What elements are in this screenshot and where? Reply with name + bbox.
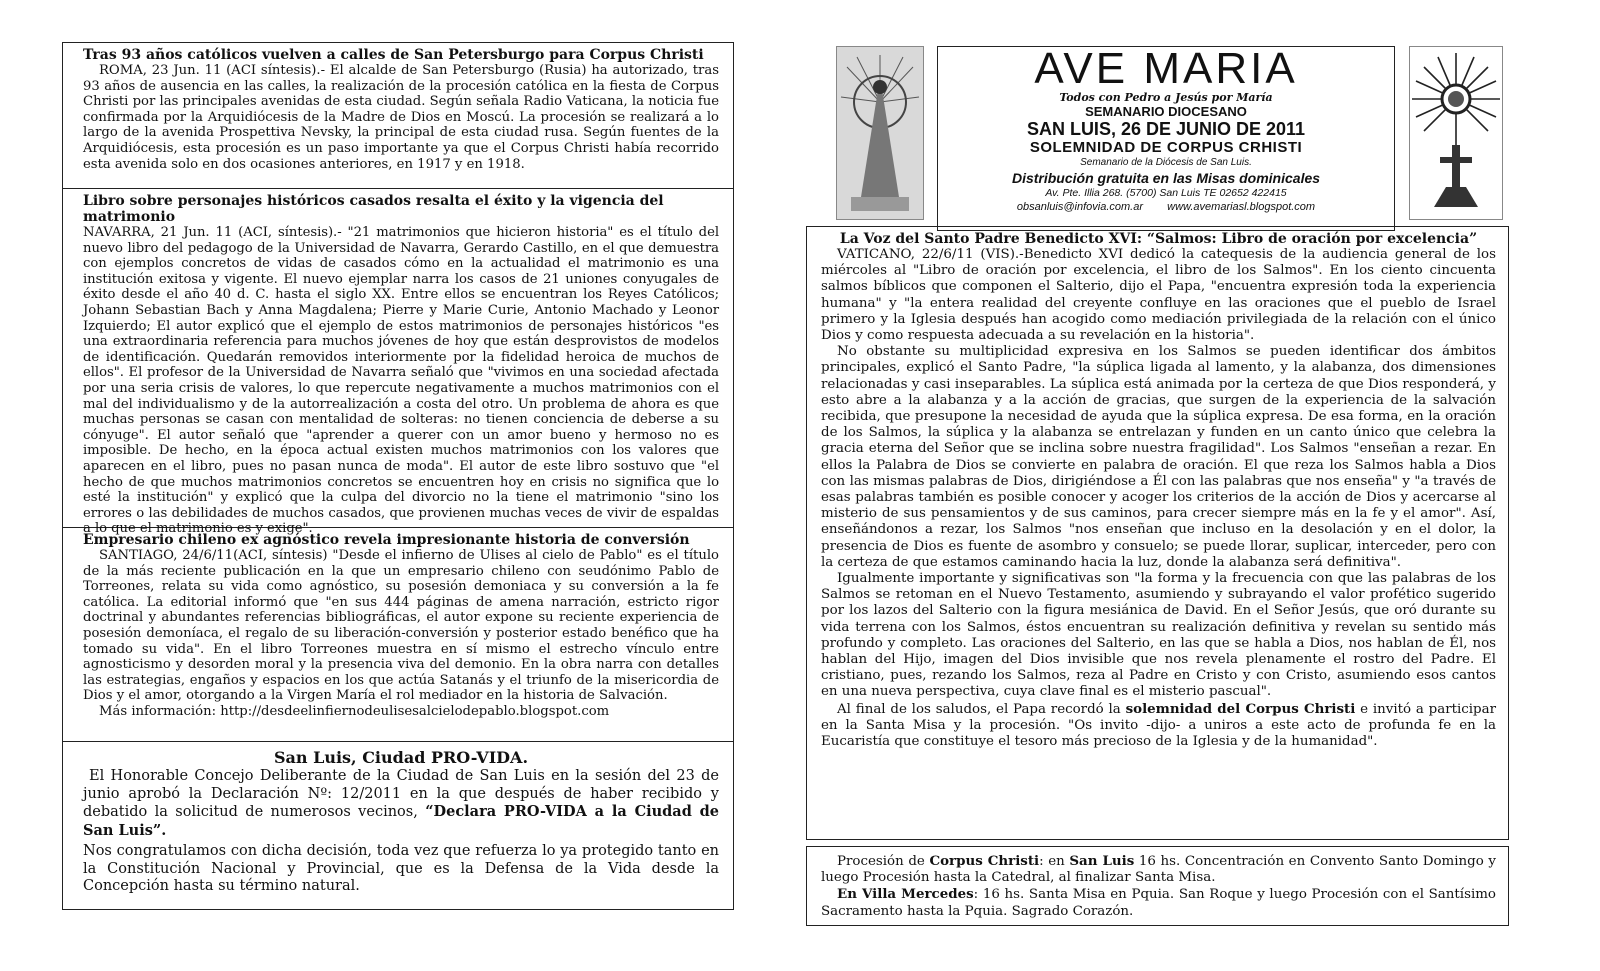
- article-benedicto-xvi: [806, 226, 1509, 840]
- article-paragraph: [821, 701, 1496, 751]
- masthead: [937, 46, 1395, 231]
- diocese-label: Semanario de la Diócesis de San Luis.: [1080, 157, 1252, 168]
- article-matrimonio: [62, 189, 734, 537]
- article-body-text: El Honorable Concejo Deliberante de la Ciudad de San Luis en la sesión del 23 de junio aprobó la Declaración Nº: 12/2011 en la que después de haber recibido y debatido la solicitud de numerosos vecinos,: [83, 768, 719, 820]
- article-body: SANTIAGO, 24/6/11(ACI, síntesis) "Desde el infierno de Ulises al cielo de Pablo" es el título de la más reciente publicación en la que un empresario chileno con seudónimo Pablo de Torreones, relata su vida como agnóstico, su posesión demoniaca y su conversión a la fe católica. La editorial informó que "en sus 444 páginas de amena narración, estricto rigor doctrinal y abundantes referencias bibliográficas, el autor expone su reciente experiencia de posesión demoníaca, el regalo de su liberación-conversión y posterior estado benéfico que ha tomado su vida". En el libro Torreones muestra en sí mismo el estrecho vínculo entre agnosticismo y desorden moral y la presencia viva del demonio. En la obra narra con detalles las estrategias, engaños y espacios en los que actúa Satanás y el triunfo de la misericordia de Dios y el amor, otorgando a la Virgen María el rol mediador en la historia de Salvación.: [83, 548, 719, 704]
- article-san-petersburgo: [62, 42, 734, 189]
- text: Procesión de: [837, 854, 925, 869]
- article-body-2: Nos congratulamos con dicha decisión, toda vez que refuerza lo ya protegido tanto en la Constitución Nacional y Provincial, que es la Defensa de la Vida desde la Concepción hasta su término natural.: [83, 843, 719, 894]
- right-column: [806, 226, 1509, 926]
- article-title: Tras 93 años católicos vuelven a calles de San Petersburgo para Corpus Christi: [83, 47, 704, 63]
- paragraph-text: e invitó a participar en la Santa Misa y la procesión. "Os invito -dijo- a uniros a este acto de profunda fe en la Eucaristía que constituye el tesoro más precioso de la Iglesia y de la humanidad".: [821, 701, 1497, 750]
- website-link[interactable]: www.avemariasl.blogspot.com: [1167, 201, 1316, 213]
- article-title: La Voz del Santo Padre Benedicto XVI: “Salmos: Libro de oración por excelencia”: [839, 231, 1478, 247]
- procession-san-luis: [821, 853, 1496, 886]
- article-paragraph: Igualmente importante y significativas son "la forma y la frecuencia con que las palabras de los Salmos se retoman en el Nuevo Testamento, asumiendo y subrayando el valor profético sugerido por los lazos del Salterio con la figura mesiánica de David. En el Señor Jesús, que oró durante su vida terrena con los Salmos, éstos encuentran su realización definitiva y revelan su sentido más profundo y completo. Las oraciones del Salterio, en las que se habla a Dios, nos hablan de Él, nos hablan del Hijo, imagen del Dios invisible que nos revela plenamente el rostro del Padre. El cristiano, pues, rezando los Salmos, reza al Padre en Cristo y con Cristo, asumiendo esos cantos en una nueva perspectiva, cuya clave final es el misterio pascual".: [821, 571, 1496, 700]
- monstrance-image: [1409, 46, 1503, 220]
- text: 16 hs. Concentración en Convento Santo Domingo y luego Procesión hasta la Catedral, al finalizar Santa Misa.: [821, 854, 1496, 886]
- left-column: [62, 42, 734, 910]
- motto: Todos con Pedro a Jesús por María: [1059, 91, 1273, 104]
- more-info-link[interactable]: Más información: http://desdeelinfiernodeulisesalcielodepablo.blogspot.com: [99, 703, 610, 719]
- newspaper-title: AVE MARIA: [1034, 44, 1298, 93]
- paragraph-bold: solemnidad del Corpus Christi: [1125, 700, 1356, 717]
- bold-text: Corpus Christi: [929, 853, 1040, 869]
- bold-text: San Luis: [1069, 853, 1135, 869]
- feast-name: SOLEMNIDAD DE CORPUS CRHISTI: [1029, 139, 1303, 156]
- distribution-note: Distribución gratuita en las Misas dominicales: [1011, 170, 1321, 186]
- text: : en: [1039, 854, 1065, 869]
- procession-villa-mercedes: [821, 886, 1496, 919]
- contact-line: [938, 200, 1394, 214]
- article-procesion: [806, 846, 1509, 926]
- weekly-label: SEMANARIO DIOCESANO: [1085, 104, 1247, 119]
- article-paragraph: No obstante su multiplicidad expresiva en los Salmos se pueden identificar dos ámbitos principales, explicó el Santo Padre, "la súplica ligada al lamento, y la alabanza, dos dimensiones relacionadas y casi inseparables. La súplica está animada por la certeza de que Dios responderá, y esto abre a la alabanza y a la acción de gracias, que surgen de la experiencia de la salvación recibida, que presupone la necesidad de ayuda que la súplica expresa. De esa forma, en la oración de los Salmos, la súplica y la alabanza se entrelazan y funden en un canto único que celebra la gracia eterna del Señor que se inclina sobre nuestra fragilidad". Los Salmos "enseñan a rezar. En ellos la Palabra de Dios se convierte en palabra de oración. El que reza los Salmos habla a Dios con las mismas palabras de Dios, dirigiéndose a Él con las palabras que nos enseña" y "a través de esas palabras también es posible conocer y acoger los criterios de la acción de Dios y acercarse al misterio de sus pensamientos y de sus caminos, para crecer siempre más en la fe y el amor". Así, enseñándonos a rezar, los Salmos "nos enseñan que incluso en la desolación y en el dolor, la presencia de Dios es fuente de asombro y consuelo; se puede llorar, suplicar, interceder, pero con la certeza de que estamos caminando hacia la luz, donde la alabanza será definitiva".: [821, 344, 1496, 570]
- paragraph-text: Al final de los saludos, el Papa recordó la: [837, 701, 1121, 717]
- issue-date: SAN LUIS, 26 DE JUNIO DE 2011: [1026, 119, 1306, 139]
- bold-text: En Villa Mercedes: [837, 886, 974, 903]
- article-body-bold: “Declara PRO-VIDA a la Ciudad de San Luis”.: [83, 803, 719, 839]
- article-title: Libro sobre personajes históricos casados resalta el éxito y la vigencia del matrimonio: [83, 193, 664, 225]
- article-body: ROMA, 23 Jun. 11 (ACI síntesis).- El alcalde de San Petersburgo (Rusia) ha autorizado, tras 93 años de ausencia en las calles, la realización de la procesión católica en la fiesta de Corpus Christi por las principales avenidas de esta ciudad. Según señala Radio Vaticana, la noticia fue confirmada por la Arquidiócesis de la Madre de Dios en Moscú. La procesión se realizará a lo largo de la avenida Prospettiva Nevsky, la principal de esta ciudad rusa. Según fuentes de la Arquidiócesis, esta procesión es un paso importante ya que el Corpus Christi había recorrido esta avenida solo en dos ocasiones anteriores, en 1917 y en 1918.: [83, 63, 719, 172]
- text: : 16 hs. Santa Misa en Pquia. San Roque y luego Procesión con el Santísimo Sacramento hasta la Pquia. Sagrado Corazón.: [821, 887, 1496, 919]
- article-paragraph: VATICANO, 22/6/11 (VIS).-Benedicto XVI dedicó la catequesis de la audiencia general de los miércoles al "Libro de oración por excelencia, el libro de los Salmos". En los ciento cincuenta salmos bíblicos que componen el Salterio, dijo el Papa, "encuentra expresión toda la experiencia humana" y "la entera realidad del creyente confluye en las oraciones que el pueblo de Israel primero y la Iglesia después han acogido como mediación privilegiada de la relación con el único Dios y como respuesta adecuada a su revelación en la historia".: [821, 247, 1496, 344]
- article-title: San Luis, Ciudad PRO-VIDA.: [273, 748, 529, 767]
- address: Av. Pte. Illia 268. (5700) San Luis TE 02652 422415: [1045, 187, 1287, 199]
- monstrance-icon: [1410, 47, 1502, 219]
- virgin-mary-image: [836, 46, 924, 220]
- email-link[interactable]: obsanluis@infovia.com.ar: [1016, 201, 1144, 213]
- article-body: NAVARRA, 21 Jun. 11 (ACI, síntesis).- "21 matrimonios que hicieron historia" es el título del nuevo libro del pedagogo de la Universidad de Navarra, Gerardo Castillo, en el que demuestra con ejemplos concretos de vidas de casados cómo en la actualidad el matrimonio es una institución exitosa y vigente. El nuevo ejemplar narra los casos de 21 uniones conyugales de éxito desde el año 40 d. C. hasta el siglo XX. Entre ellos se encuentran los Reyes Católicos; Johann Sebastian Bach y Anna Magdalena; Pierre y Marie Curie, Antonio Machado y Leonor Izquierdo; El autor explicó que el ejemplo de estos matrimonios de personajes históricos "es una extraordinaria referencia para muchos jóvenes de hoy que están desprovistos de modelos de identificación. Quedarán removidos interiormente por la fidelidad heroica de muchos de ellos". El profesor de la Universidad de Navarra señaló que "vivimos en una sociedad afectada por una seria crisis de valores, lo que repercute negativamente a muchos matrimonios con el mal del individualismo y de la autorrealización a costa del otro. Un problema de ahora es que muchas personas se casan con mentalidad de solteras: no tienen conciencia de deberse a su cónyuge". El autor señaló que "aprender a querer con un amor bueno y hermoso no es imposible. De hecho, en la época actual existen muchos matrimonios con los valores que aparecen en el libro, pues no pasan nunca de moda". El autor de este libro sostuvo que "el hecho de que muchos matrimonios concretos se encuentren hoy en crisis no significa que lo esté la institución" y explicó que la culpa del divorcio no la tiene el matrimonio "sino los errores o las debilidades de muchos casados, que provienen muchas veces de vivir de espaldas a lo que el matrimonio es y exige".: [83, 225, 719, 537]
- article-body: [83, 768, 719, 840]
- article-title: Empresario chileno ex agnóstico revela impresionante historia de conversión: [83, 532, 690, 548]
- virgin-mary-icon: [837, 47, 923, 219]
- article-empresario-chileno: [62, 528, 734, 742]
- article-pro-vida: [62, 742, 734, 910]
